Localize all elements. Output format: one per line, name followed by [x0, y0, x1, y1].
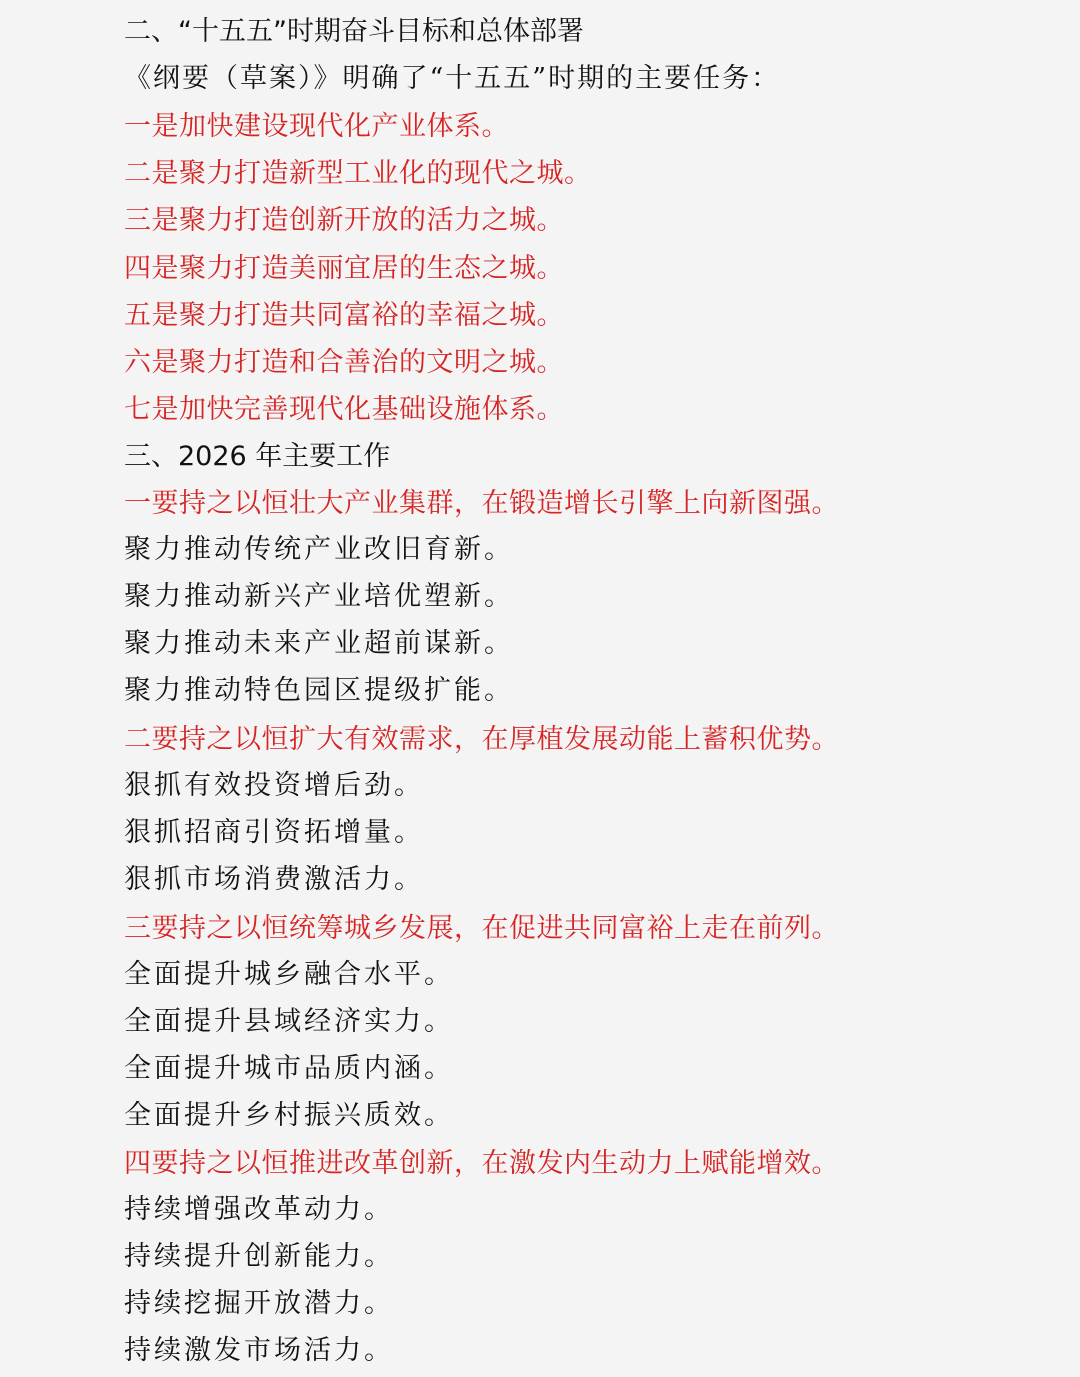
group-item: 全面提升城市品质内涵。 [124, 1053, 454, 1084]
group-item: 狠抓招商引资拓增量。 [124, 817, 424, 848]
task-item: 二是聚力打造新型工业化的现代之城。 [124, 158, 592, 189]
group-title: 二要持之以恒扩大有效需求，在厚植发展动能上蓄积优势。 [124, 724, 839, 755]
group-item: 狠抓市场消费激活力。 [124, 864, 424, 895]
group-item: 聚力推动特色园区提级扩能。 [124, 675, 514, 706]
task-item: 三是聚力打造创新开放的活力之城。 [124, 205, 564, 236]
group-item: 持续提升创新能力。 [124, 1241, 394, 1272]
group-item: 持续增强改革动力。 [124, 1194, 394, 1225]
group-item: 全面提升乡村振兴质效。 [124, 1100, 454, 1131]
group-item: 持续激发市场活力。 [124, 1335, 394, 1366]
group-item: 聚力推动未来产业超前谋新。 [124, 628, 514, 659]
group-title: 四要持之以恒推进改革创新，在激发内生动力上赋能增效。 [124, 1148, 839, 1179]
group-item: 持续挖掘开放潜力。 [124, 1288, 394, 1319]
task-item: 一是加快建设现代化产业体系。 [124, 111, 509, 142]
group-item: 全面提升城乡融合水平。 [124, 959, 454, 990]
task-item: 六是聚力打造和合善治的文明之城。 [124, 347, 564, 378]
task-item: 四是聚力打造美丽宜居的生态之城。 [124, 253, 564, 284]
task-item: 五是聚力打造共同富裕的幸福之城。 [124, 300, 564, 331]
group-item: 聚力推动传统产业改旧育新。 [124, 534, 514, 565]
section2-intro: 《纲要（草案）》明确了“十五五”时期的主要任务： [124, 63, 781, 94]
task-item: 七是加快完善现代化基础设施体系。 [124, 394, 564, 425]
group-item: 聚力推动新兴产业培优塑新。 [124, 581, 514, 612]
group-item: 狠抓有效投资增后劲。 [124, 770, 424, 801]
group-item: 全面提升县域经济实力。 [124, 1006, 454, 1037]
section2-heading: 二、“十五五”时期奋斗目标和总体部署 [124, 16, 584, 47]
section3-heading: 三、2026 年主要工作 [124, 441, 391, 472]
group-title: 一要持之以恒壮大产业集群，在锻造增长引擎上向新图强。 [124, 488, 839, 519]
group-title: 三要持之以恒统筹城乡发展，在促进共同富裕上走在前列。 [124, 913, 839, 944]
